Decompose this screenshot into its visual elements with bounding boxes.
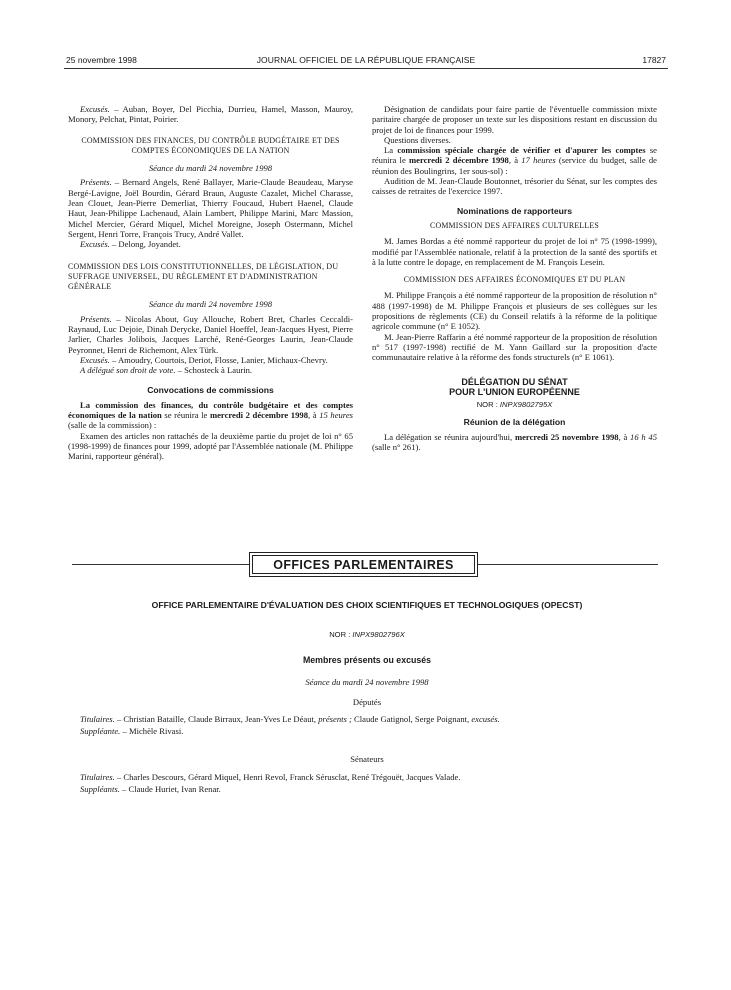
speciale-text: se réunira le <box>372 145 657 166</box>
speciale-text: , à <box>508 155 522 166</box>
senateurs-suppleants <box>72 784 670 795</box>
commission-finances-heading: COMMISSION DES FINANCES, DU CONTRÔLE BUDGÉTAIRE ET DES COMPTES ÉCONOMIQUES DE LA NATION <box>81 135 340 155</box>
presents-paragraph <box>68 314 353 355</box>
convocation-text: , à <box>308 410 320 421</box>
left-column <box>68 104 353 462</box>
section-rule <box>72 564 249 565</box>
reunion-time: 16 h 45 <box>630 432 657 443</box>
convocations-heading: Convocations de commissions <box>147 384 274 395</box>
section-rule <box>478 564 658 565</box>
senateurs-titulaires <box>72 772 670 783</box>
audition-paragraph: Audition de M. Jean-Claude Boutonnet, trésorier du Sénat, sur les comptes des caisses de retraites de l'exercice 1997. <box>372 176 657 197</box>
raffarin-paragraph: M. Jean-Pierre Raffarin a été nommé rapporteur de la proposition de résolution n° 517 (1997-1998) rectifié de M. Yann Gaillard sur la proposition d'acte communautaire relative à la réforme des fonds structurels (n° E 1061). <box>372 331 657 363</box>
examen-paragraph: Examen des articles non rattachés de la deuxième partie du projet de loi n° 65 (1998-1999) de finances pour 1999, adopté par l'Assemblée nationale (M. Philippe Marini, rapporteur général). <box>68 430 353 462</box>
bordas-paragraph: M. James Bordas a été nommé rapporteur du projet de loi n° 75 (1998-1999), modifié par l'Assemblée nationale, relatif à la protection de la santé des sportifs et à la lutte contre le dopage, en remplacement de M. François Lesein. <box>372 236 657 267</box>
convocation-text: se réunira le <box>161 410 210 421</box>
seance-date: Séance du mardi 24 novembre 1998 <box>305 677 429 687</box>
delegue-paragraph <box>68 365 353 375</box>
excuses-label: Excusés. <box>80 354 110 365</box>
commission-culturelles-heading: COMMISSION DES AFFAIRES CULTURELLES <box>429 220 599 230</box>
presents-label: Présents. <box>80 177 112 188</box>
titulaires-label: Titulaires. <box>80 772 115 782</box>
commission-lois-heading: COMMISSION DES LOIS CONSTITUTIONNELLES, DE LÉGISLATION, DU SUFFRAGE UNIVERSEL, DU RÈGLEMENT ET D'ADMINISTRATION GÉNÉRALE <box>68 261 339 292</box>
reunion-paragraph <box>372 432 657 453</box>
titulaires-text: – Charles Descours, Gérard Miquel, Henri Revol, Franck Sérusclat, René Trégouët, Jacques Valade. <box>114 772 461 782</box>
commission-economiques-heading: COMMISSION DES AFFAIRES ÉCONOMIQUES ET DU PLAN <box>403 275 626 285</box>
convocation-text: (salle de la commission) : <box>68 420 157 431</box>
presents-label: présents ; <box>318 714 352 724</box>
convocation-time: 15 heures <box>319 410 353 421</box>
offices-section-box <box>249 552 478 577</box>
deputes-suppleante <box>72 726 670 737</box>
delegue-text: – Schosteck à Laurin. <box>175 365 253 376</box>
titulaires-text: – Christian Bataille, Claude Birraux, Jean-Yves Le Déaut, <box>114 714 319 724</box>
convocation-commission: La commission des finances, du contrôle budgétaire et des comptes économiques de la nation <box>68 399 353 421</box>
presents-paragraph <box>68 177 353 239</box>
delegation-heading-line: DÉLÉGATION DU SÉNAT <box>461 376 568 387</box>
deputes-titulaires <box>72 714 670 725</box>
suppleants-text: – Claude Huriet, Ivan Renar. <box>119 784 221 794</box>
nor-code: INPX9802795X <box>499 399 553 409</box>
speciale-commission: commission spéciale chargée de vérifier et d'apurer les comptes <box>397 145 646 156</box>
excuses-label: Excusés. <box>80 104 110 114</box>
delegation-heading-line: POUR L'UNION EUROPÉENNE <box>449 386 580 397</box>
delegue-label: A délégué son droit de vote. <box>80 365 176 376</box>
excuses-label: Excusés. <box>80 239 110 250</box>
membres-heading: Membres présents ou excusés <box>302 655 432 665</box>
header-rule <box>64 68 668 69</box>
nor-reference <box>72 630 662 641</box>
deputes-heading: Députés <box>352 697 382 707</box>
titulaires-text: Claude Gatignol, Serge Poignant, <box>351 714 472 724</box>
speciale-text: La <box>384 145 398 156</box>
excuses-text: – Delong, Joyandet. <box>109 239 181 250</box>
speciale-text: (service du budget, salle de réunion des Boulingrins, 1er sous-sol) : <box>372 155 657 176</box>
nor-reference <box>372 400 657 410</box>
excuses-text: – Amoudry, Courtois, Deriot, Flosse, Lanier, Michaux-Chevry. <box>109 354 328 365</box>
commission-speciale-paragraph <box>372 145 657 176</box>
suppleante-label: Suppléante. <box>80 726 121 736</box>
reunion-heading: Réunion de la délégation <box>463 416 566 427</box>
excuses-paragraph <box>68 239 353 249</box>
reunion-text: (salle n° 261). <box>372 442 421 453</box>
designation-paragraph: Désignation de candidats pour faire partie de l'éventuelle commission mixte paritaire chargée de proposer un texte sur les dispositions restant en discussion du projet de loi de finances pour 1999. <box>372 104 657 135</box>
presents-label: Présents. <box>80 313 112 324</box>
presents-text: – Nicolas About, Guy Allouche, Robert Bret, Charles Ceccaldi-Raynaud, Luc Dejoie, Dinah Derycke, Daniel Hoeffel, Jean-Jacques Hyest, Pierre Jarlier, Charles Jolibois, Jacques Larché, René-Georges Laurin, Jean-Claude Peyronnet, Henri de Richemont, Alex Türk. <box>68 313 353 355</box>
nor-label: NOR : <box>329 630 353 639</box>
excuses-paragraph <box>68 104 353 125</box>
reunion-date: mercredi 25 novembre 1998 <box>514 432 619 443</box>
excuses-label: excusés. <box>471 714 500 724</box>
speciale-date: mercredi 2 décembre 1998 <box>408 155 509 166</box>
header-journal-title: JOURNAL OFFICIEL DE LA RÉPUBLIQUE FRANÇAISE <box>256 55 476 65</box>
seance-date: Séance du mardi 24 novembre 1998 <box>148 299 273 310</box>
nominations-heading: Nominations de rapporteurs <box>456 205 573 216</box>
opecst-heading: OFFICE PARLEMENTAIRE D'ÉVALUATION DES CHOIX SCIENTIFIQUES ET TECHNOLOGIQUES (OPECST) <box>151 600 583 610</box>
francois-paragraph: M. Philippe François a été nommé rapporteur de la proposition de résolution n° 488 (1997-1998) de M. Philippe François et plusieurs de ses collègues sur les propositions de règlements (CE) du Conseil relatifs à la réforme de la politique agricole commune (n° E 1052). <box>372 290 657 332</box>
header-page-number: 17827 <box>642 55 666 65</box>
header-date: 25 novembre 1998 <box>66 55 137 65</box>
nor-code: INPX9802796X <box>352 630 405 639</box>
right-column <box>372 104 657 453</box>
suppleants-label: Suppléants. <box>80 784 120 794</box>
convocation-date: mercredi 2 décembre 1998 <box>209 410 308 421</box>
senateurs-heading: Sénateurs <box>350 754 384 764</box>
suppleante-text: – Michèle Rivasi. <box>120 726 184 736</box>
reunion-text: , à <box>618 432 631 443</box>
nor-label: NOR : <box>476 399 500 409</box>
speciale-time: 17 heures <box>521 155 556 166</box>
presents-text: – Bernard Angels, René Ballayer, Marie-Claude Beaudeau, Maryse Bergé-Lavigne, Joël Bourdin, Gérard Braun, Auguste Cazalet, Michel Charasse, Jean Clouet, Jean-Pierre Demerliat, Thierry Foucaud, Hubert Haenel, Claude Haut, Jean-Philippe Lachenaud, Alain Lambert, Philippe Marini, Marc Massion, Michel Mercier, Gérard Miquel, Michel Moreigne, Joseph Ostermann, Michel Sergent, Henri Torre, François Trucy, André Vallet. <box>68 177 353 239</box>
reunion-text: La délégation se réunira aujourd'hui, <box>384 432 515 443</box>
offices-section-title: OFFICES PARLEMENTAIRES <box>252 555 475 574</box>
delegation-heading <box>372 377 657 397</box>
seance-date: Séance du mardi 24 novembre 1998 <box>148 163 273 174</box>
excuses-text: – Auban, Boyer, Del Picchia, Durrieu, Hamel, Masson, Mauroy, Monory, Pelchat, Pintat, Poirier. <box>68 104 353 125</box>
excuses-paragraph <box>68 355 353 365</box>
questions-paragraph: Questions diverses. <box>384 134 451 145</box>
convocation-paragraph <box>68 400 353 431</box>
titulaires-label: Titulaires. <box>80 714 115 724</box>
